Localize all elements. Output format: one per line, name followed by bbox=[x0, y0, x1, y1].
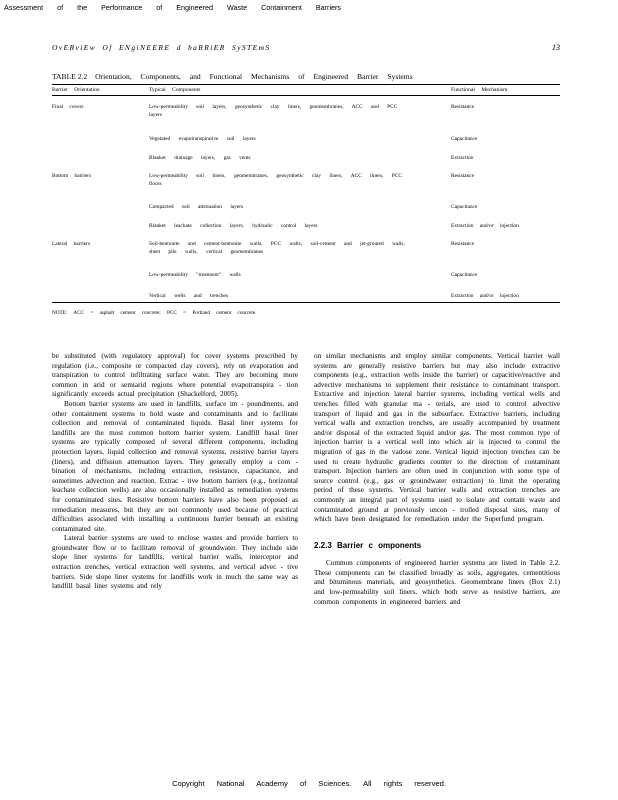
cell-mechanism: Extraction and/or injection bbox=[451, 223, 519, 229]
cell-component: Low-permeability soil liners, geomembranes, geosynthetic clay liners, ACC liners, PCC floors bbox=[149, 173, 402, 187]
paragraph: Bottom barrier systems are used in landfills, surface im - poundments, and other containment systems to hold waste and contaminants and to facilitate collection and removal of contaminated liquids. Basal liner systems for landfills are the most common bottom barrier system. Landfill basal liner systems are typically composed of several different components, including protection layers, liquid collection and removal systems, resistive barrier layers (liners), and diffusion attenuation layers. They generally employ a com - bination of mechanisms, including extraction, resistance, capacitance, and sometimes advection and reaction. Extrac - tive bottom barriers (e.g., horizontal leachate collection wells) are also occasionally installed as remediation systems for contaminated sites. Resistive bottom barriers have also been proposed as remediation measures, but they are not commonly used because of practical difficulties associated with installing a continuous barrier beneath an existing contaminated site. bbox=[52, 399, 298, 533]
paragraph: Common components of engineered barrier systems are listed in Table 2.2. These components can be classified broadly as soils, aggregates, cementitious and bituminous materials, and geosynthetics. Geomembrane liners (Box 2.1) and low-permeability soil liners, which both serve as resistive barriers, are common components in engineered barriers and bbox=[314, 559, 560, 606]
cell-component: Vertical wells and trenches bbox=[149, 293, 228, 299]
cell-mechanism: Resistance bbox=[451, 173, 475, 179]
cell-mechanism: Resistance bbox=[451, 241, 475, 247]
cell-mechanism: Capacitance bbox=[451, 136, 478, 142]
running-header: Assessment of the Performance of Engineered Waste Containment Barriers bbox=[4, 3, 342, 12]
table-bottom-rule bbox=[52, 302, 560, 303]
cell-mechanism: Extraction and/or injection bbox=[451, 293, 519, 299]
cell-component: Compacted soil attenuation layers bbox=[149, 204, 244, 210]
page-number: 13 bbox=[552, 43, 560, 52]
cell-component: Soil-bentonite and cement-bentonite walls, PCC walls, soil-cement and jet-grouted walls, sheet pile walls, vertical geomembranes bbox=[149, 241, 405, 255]
cell-orientation: Final covers bbox=[52, 104, 84, 110]
paragraph: on similar mechanisms and employ similar components. Vertical barrier wall systems are generally resistive barriers but may also include extractive components (e.g., extraction wells inside the barrier) or capacitive/reactive and advective mechanisms to supplement their resistance to contaminant transport. Extractive and injection lateral barrier systems, including vertical wells and trenches filled with granular ma - terials, are used to control advective transport of liquid and gas in the subsurface. Extractive barriers, including vertical walls and extraction trenches, are usually accompanied by treatment and/or disposal of the extracted liquid and/or gas. The most common type of injection barrier is a vertical well into which air is injected to control the migration of gas in the vadose zone. Vertical liquid injection trenches can be used to create hydraulic gradients counter to the direction of contaminant transport. Injection barriers are often used in conjunction with some type of source control (e.g., gas or groundwater extraction) to limit the operating period of these systems. Vertical barrier walls and extraction trenches are commonly an integral part of systems used to isolate and contain waste and contaminated ground at previously uncon - trolled disposal sites, many of which have been designated for remediation under the Superfund program. bbox=[314, 352, 560, 524]
cell-orientation: Lateral barriers bbox=[52, 241, 91, 247]
column-header-mechanism: Functional Mechanism bbox=[451, 87, 508, 93]
cell-component: Low-permeability "treatment" walls bbox=[149, 272, 241, 278]
table-caption: Orientation, Components, and Functional Mechanisms of Engineered Barrier Systems bbox=[95, 72, 413, 81]
cell-mechanism: Capacitance bbox=[451, 272, 478, 278]
body-right-column bbox=[314, 352, 560, 607]
cell-component: Vegetated evapotranspirative soil layers bbox=[149, 136, 256, 142]
copyright-footer: Copyright National Academy of Sciences. All rights reserved. bbox=[172, 779, 446, 788]
chapter-header: OvERviEw Of ENgiNEERE d baRRiER SySTEmS bbox=[52, 43, 271, 52]
paragraph: be substituted (with regulatory approval) for cover systems prescribed by regulation (i.e., composite or compacted clay covers), rely on evaporation and transpiration to control infiltrating surface water. They are becoming more common in arid or semiarid regions where potential evapotranspira - tion significantly exceeds actual precipitation (Shackelford, 2005). bbox=[52, 352, 298, 399]
cell-component: Blanket drainage layers, gas vents bbox=[149, 155, 251, 161]
table-top-rule bbox=[52, 84, 560, 85]
cell-mechanism: Extraction bbox=[451, 155, 474, 161]
cell-mechanism: Resistance bbox=[451, 104, 475, 110]
paragraph: Lateral barrier systems are used to enclose wastes and provide barriers to groundwater flow or to facilitate removal of groundwater. They include side slope liner systems for landfills, vertical barrier walls, interceptor and extraction trenches, vertical extraction well systems, and vertical advec - tive barriers. Side slope liner systems for landfills work in much the same way as landfill basal liner systems and rely bbox=[52, 534, 298, 591]
column-header-orientation: Barrier Orientation bbox=[52, 87, 100, 93]
cell-orientation: Bottom barriers bbox=[52, 173, 91, 179]
column-header-components: Typical Components bbox=[149, 87, 201, 93]
section-heading: 2.2.3 Barrier c omponents bbox=[314, 540, 422, 550]
cell-mechanism: Capacitance bbox=[451, 204, 478, 210]
cell-component: Blanket leachate collection layers, hydraulic control layers bbox=[149, 223, 318, 229]
table-label: TABLE 2.2 bbox=[52, 72, 88, 81]
table-title bbox=[52, 72, 413, 81]
table-note: NOTE: ACC = asphalt cement concrete; PCC = Portland cement concrete. bbox=[52, 310, 257, 316]
body-left-column bbox=[52, 352, 298, 592]
table-header-rule bbox=[52, 95, 560, 96]
cell-component: Low-permeability soil layers, geosynthetic clay liners, geomembranes, ACC and PCC layers bbox=[149, 104, 398, 118]
